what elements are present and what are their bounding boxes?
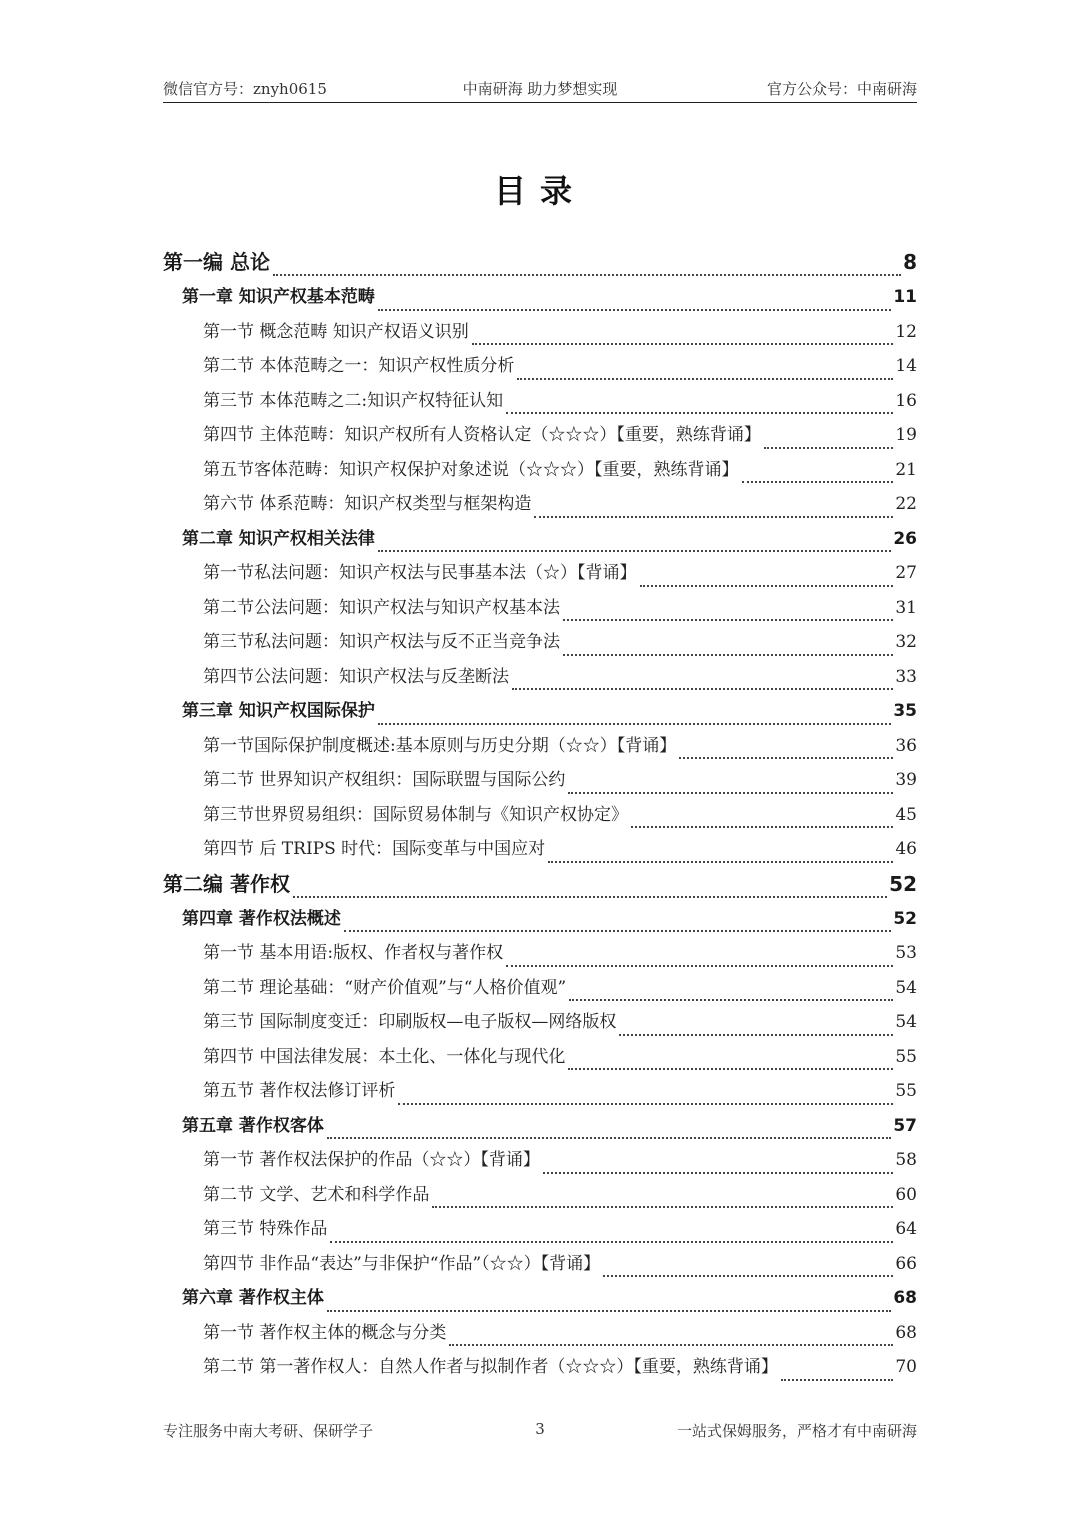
toc-entry-title: 第四节公法问题：知识产权法与反垄断法	[203, 666, 509, 687]
dot-leader	[742, 480, 894, 483]
toc-entry-page-number: 27	[895, 563, 917, 583]
dot-leader	[512, 687, 893, 690]
toc-entry-page-number: 31	[895, 597, 917, 618]
toc-section-entry[interactable]	[163, 1005, 917, 1040]
dot-leader	[398, 1102, 893, 1105]
dot-leader	[764, 446, 893, 449]
toc-section-entry[interactable]	[163, 384, 917, 419]
toc-section-entry[interactable]	[163, 556, 917, 591]
toc-section-entry[interactable]	[163, 1212, 917, 1247]
toc-entry-title: 第二节 理论基础：“财产价值观”与“人格价值观”	[203, 977, 567, 998]
toc-section-entry[interactable]	[163, 487, 917, 522]
toc-entry-title: 第一章 知识产权基本范畴	[182, 287, 375, 307]
footer-page-number: 3	[535, 1420, 545, 1438]
dot-leader	[781, 1378, 893, 1381]
toc-entry-title: 第五章 著作权客体	[182, 1115, 324, 1136]
dot-leader	[563, 653, 893, 656]
toc-entry-page-number: 8	[903, 250, 917, 274]
toc-section-entry[interactable]	[163, 453, 917, 488]
toc-entry-page-number: 46	[895, 839, 917, 859]
toc-entry-title: 第二节公法问题：知识产权法与知识产权基本法	[203, 597, 560, 618]
dot-leader	[506, 964, 893, 967]
dot-leader	[327, 1309, 891, 1312]
toc-entry-page-number: 26	[893, 528, 917, 549]
toc-section-entry[interactable]	[163, 1350, 917, 1385]
toc-section-entry[interactable]	[163, 1178, 917, 1213]
dot-leader	[378, 308, 891, 311]
toc-entry-page-number: 57	[893, 1115, 917, 1136]
toc-entry-page-number: 16	[895, 390, 917, 411]
toc-entry-title: 第四节 中国法律发展：本土化、一体化与现代化	[203, 1046, 566, 1067]
toc-entry-title: 第三章 知识产权国际保护	[182, 701, 375, 721]
toc-entry-title: 第五节客体范畴：知识产权保护对象述说（☆☆☆）【重要，熟练背诵】	[203, 459, 739, 480]
table-of-contents	[163, 245, 917, 1385]
toc-entry-title: 第四节 后 TRIPS 时代：国际变革与中国应对	[203, 839, 546, 859]
toc-entry-title: 第一节国际保护制度概述:基本原则与历史分期（☆☆）【背诵】	[203, 735, 677, 756]
toc-entry-page-number: 70	[895, 1357, 917, 1377]
toc-entry-title: 第一节私法问题：知识产权法与民事基本法（☆）【背诵】	[203, 563, 637, 583]
toc-entry-page-number: 52	[893, 908, 917, 929]
toc-section-entry[interactable]	[163, 1143, 917, 1178]
toc-entry-page-number: 54	[895, 977, 917, 998]
toc-entry-title: 第一节 著作权法保护的作品（☆☆）【背诵】	[203, 1150, 540, 1170]
toc-entry-page-number: 22	[895, 494, 917, 514]
toc-entry-page-number: 53	[895, 943, 917, 963]
toc-section-entry[interactable]	[163, 1247, 917, 1282]
toc-chapter-entry[interactable]	[163, 522, 917, 557]
dot-leader	[569, 998, 893, 1001]
toc-entry-title: 第二节 世界知识产权组织：国际联盟与国际公约	[203, 770, 566, 790]
toc-entry-title: 第二节 第一著作权人：自然人作者与拟制作者（☆☆☆）【重要，熟练背诵】	[203, 1357, 778, 1377]
dot-leader	[619, 1033, 893, 1036]
toc-entry-page-number: 66	[895, 1253, 917, 1274]
toc-section-entry[interactable]	[163, 591, 917, 626]
toc-section-entry[interactable]	[163, 660, 917, 695]
toc-section-entry[interactable]	[163, 832, 917, 867]
dot-leader	[449, 1343, 893, 1346]
toc-section-entry[interactable]	[163, 798, 917, 833]
toc-section-entry[interactable]	[163, 729, 917, 764]
dot-leader	[327, 1136, 891, 1139]
footer-left-text: 专注服务中南大考研、保研学子	[163, 1422, 374, 1440]
toc-chapter-entry[interactable]	[163, 280, 917, 315]
toc-entry-title: 第五节 著作权法修订评析	[203, 1081, 396, 1101]
dot-leader	[534, 515, 893, 518]
toc-section-entry[interactable]	[163, 625, 917, 660]
toc-entry-page-number: 33	[895, 666, 917, 687]
toc-entry-page-number: 58	[895, 1150, 917, 1170]
dot-leader	[344, 929, 891, 932]
toc-section-entry[interactable]	[163, 1040, 917, 1075]
dot-leader	[293, 895, 887, 898]
toc-entry-page-number: 32	[895, 632, 917, 652]
dot-leader	[506, 411, 893, 414]
header-slogan: 中南研海 助力梦想实现	[462, 80, 618, 98]
dot-leader	[378, 722, 891, 725]
toc-entry-title: 第二章 知识产权相关法律	[182, 528, 375, 549]
page-title: 目录	[493, 172, 586, 210]
toc-entry-page-number: 14	[895, 356, 917, 376]
toc-entry-title: 第二节 本体范畴之一：知识产权性质分析	[203, 356, 515, 376]
toc-section-entry[interactable]	[163, 315, 917, 350]
toc-entry-title: 第一节 著作权主体的概念与分类	[203, 1322, 447, 1343]
toc-entry-page-number: 39	[895, 770, 917, 790]
dot-leader	[679, 756, 893, 759]
dot-leader	[631, 825, 893, 828]
dot-leader	[548, 860, 893, 863]
toc-section-entry[interactable]	[163, 763, 917, 798]
toc-entry-title: 第二编 著作权	[163, 871, 290, 896]
toc-entry-title: 第四节 非作品“表达”与非保护“作品”（☆☆）【背诵】	[203, 1253, 601, 1274]
toc-part-entry[interactable]	[163, 867, 917, 902]
toc-entry-page-number: 68	[893, 1288, 917, 1308]
toc-entry-title: 第四章 著作权法概述	[182, 908, 341, 929]
toc-entry-page-number: 64	[895, 1219, 917, 1239]
toc-entry-title: 第六章 著作权主体	[182, 1288, 324, 1308]
dot-leader	[472, 342, 894, 345]
toc-section-entry[interactable]	[163, 349, 917, 384]
dot-leader	[603, 1274, 893, 1277]
toc-entry-title: 第三节 国际制度变迁：印刷版权—电子版权—网络版权	[203, 1012, 617, 1032]
toc-part-entry[interactable]	[163, 245, 917, 280]
dot-leader	[330, 1240, 893, 1243]
page-header	[163, 74, 917, 103]
toc-entry-page-number: 45	[895, 804, 917, 825]
toc-entry-page-number: 19	[895, 425, 917, 445]
toc-entry-title: 第二节 文学、艺术和科学作品	[203, 1184, 430, 1205]
toc-section-entry[interactable]	[163, 936, 917, 971]
toc-section-entry[interactable]	[163, 1316, 917, 1351]
dot-leader	[543, 1171, 893, 1174]
toc-entry-page-number: 55	[895, 1081, 917, 1101]
toc-entry-page-number: 12	[895, 321, 917, 342]
header-official-account: 官方公众号：中南研海	[766, 80, 917, 98]
toc-entry-title: 第三节私法问题：知识产权法与反不正当竞争法	[203, 632, 560, 652]
toc-entry-title: 第三节世界贸易组织：国际贸易体制与《知识产权协定》	[203, 804, 628, 825]
toc-entry-title: 第一节 基本用语:版权、作者权与著作权	[203, 943, 504, 963]
toc-section-entry[interactable]	[163, 418, 917, 453]
toc-entry-title: 第一节 概念范畴 知识产权语义识别	[203, 321, 469, 342]
toc-entry-title: 第一编 总论	[163, 250, 270, 274]
dot-leader	[640, 584, 894, 587]
toc-entry-title: 第三节 特殊作品	[203, 1219, 328, 1239]
dot-leader	[563, 618, 893, 621]
dot-leader	[517, 377, 893, 380]
toc-entry-page-number: 35	[893, 701, 917, 721]
toc-chapter-entry[interactable]	[163, 902, 917, 937]
toc-entry-page-number: 21	[895, 459, 917, 480]
toc-entry-page-number: 55	[895, 1046, 917, 1067]
toc-entry-page-number: 36	[895, 735, 917, 756]
dot-leader	[378, 549, 891, 552]
dot-leader	[568, 791, 893, 794]
header-wechat-id: 微信官方号：znyh0615	[163, 80, 327, 98]
toc-entry-page-number: 52	[889, 871, 917, 896]
toc-entry-title: 第四节 主体范畴：知识产权所有人资格认定（☆☆☆）【重要，熟练背诵】	[203, 425, 761, 445]
dot-leader	[273, 273, 901, 276]
toc-chapter-entry[interactable]	[163, 694, 917, 729]
toc-entry-title: 第六节 体系范畴：知识产权类型与框架构造	[203, 494, 532, 514]
toc-entry-page-number: 68	[895, 1322, 917, 1343]
toc-entry-page-number: 11	[893, 287, 917, 307]
toc-chapter-entry[interactable]	[163, 1281, 917, 1316]
toc-entry-page-number: 60	[895, 1184, 917, 1205]
footer-right-text: 一站式保姆服务，严格才有中南研海	[676, 1422, 917, 1440]
toc-entry-page-number: 54	[895, 1012, 917, 1032]
dot-leader	[432, 1205, 893, 1208]
toc-entry-title: 第三节 本体范畴之二:知识产权特征认知	[203, 390, 504, 411]
dot-leader	[568, 1067, 893, 1070]
toc-section-entry[interactable]	[163, 971, 917, 1006]
toc-chapter-entry[interactable]	[163, 1109, 917, 1144]
toc-section-entry[interactable]	[163, 1074, 917, 1109]
